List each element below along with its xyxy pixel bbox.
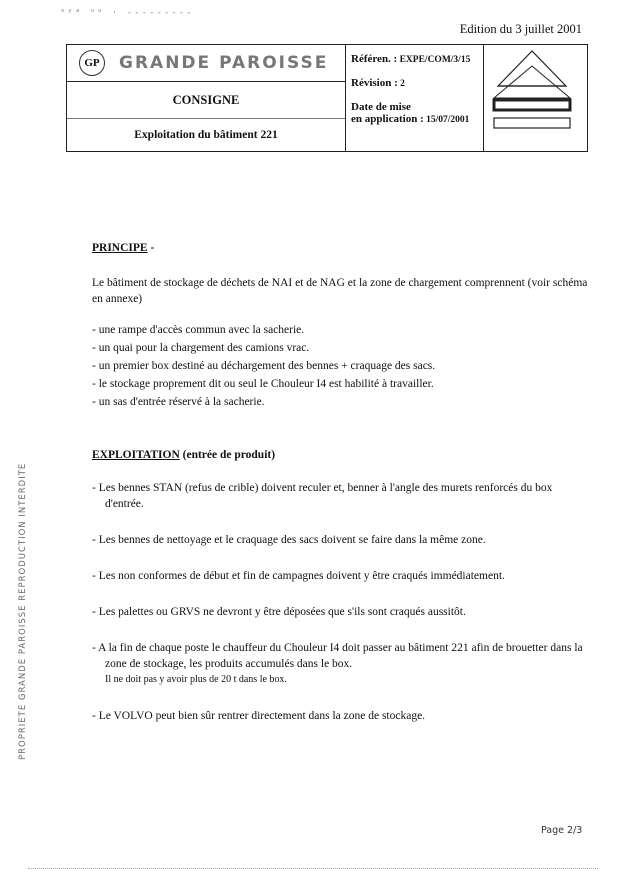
list-item: - une rampe d'accès commun avec la sacherie. <box>92 324 305 336</box>
revision-label: Révision : <box>351 77 398 89</box>
company-logo-icon: GP <box>79 50 105 76</box>
date-label-1: Date de mise <box>351 101 411 113</box>
list-item: - A la fin de chaque poste le chauffeur du Chouleur I4 doit passer au bâtiment 221 afin de brouetter dans la zone de stockage, les produits accumulés dans le box. <box>92 642 583 670</box>
sidebar-stamp: PROPRIETE GRANDE PAROISSE REPRODUCTION INTERDITE <box>18 462 28 760</box>
list-item: - un sas d'entrée réservé à la sacherie. <box>92 396 265 408</box>
reference-label: Référen. : <box>351 53 398 65</box>
document-header <box>66 44 588 152</box>
exploitation-title-text: EXPLOITATION <box>92 449 180 461</box>
header-left <box>67 45 346 151</box>
document-body <box>92 240 590 724</box>
principe-list <box>92 322 590 410</box>
company-name: GRANDE PAROISSE <box>119 53 329 73</box>
date-label-2: en application : <box>351 113 424 125</box>
list-item: - Les palettes ou GRVS ne devront y être déposées que s'ils sont craqués aussitôt. <box>92 606 466 618</box>
company-row <box>67 45 345 82</box>
principe-title-text: PRINCIPE <box>92 242 148 254</box>
list-item: - le stockage proprement dit ou seul le Chouleur I4 est habilité à travailler. <box>92 378 434 390</box>
revision-value: 2 <box>400 79 405 89</box>
edition-date: Edition du 3 juillet 2001 <box>459 22 582 36</box>
date-row <box>351 101 483 125</box>
pyramid-icon <box>490 48 580 148</box>
header-meta <box>346 45 484 151</box>
list-item: - Les bennes de nettoyage et le craquage des sacs doivent se faire dans la même zone. <box>92 534 486 546</box>
page-number: Page 2/3 <box>541 825 583 836</box>
reference-row <box>351 53 483 65</box>
exploitation-title-suffix: (entrée de produit) <box>179 449 276 461</box>
header-pyramid <box>484 45 587 151</box>
principe-title-suffix: - <box>147 242 155 254</box>
exploitation-title <box>92 447 590 463</box>
exploitation-list <box>92 480 590 724</box>
revision-row <box>351 77 483 89</box>
box-limit-note: Il ne doit pas y avoir plus de 20 t dans le box. <box>105 674 287 685</box>
doc-type: CONSIGNE <box>172 92 240 107</box>
principe-intro: Le bâtiment de stockage de déchets de NAI et de NAG et la zone de chargement comprennent (voir schéma en annexe) <box>92 277 588 305</box>
doc-subject: Exploitation du bâtiment 221 <box>67 118 345 151</box>
list-item: - Le VOLVO peut bien sûr rentrer directement dans la zone de stockage. <box>92 710 426 722</box>
list-item: - Les non conformes de début et fin de campagnes doivent y être craqués immédiatement. <box>92 570 505 582</box>
list-item: - un premier box destiné au déchargement des bennes + craquage des sacs. <box>92 360 436 372</box>
scan-marks: ᵉʸᵃ ᵘᵘ · ‐‐‐‐‐‐‐‐‐ <box>60 8 194 18</box>
bottom-divider <box>28 868 598 869</box>
list-item: - un quai pour la chargement des camions vrac. <box>92 342 310 354</box>
principe-title <box>92 240 590 256</box>
reference-value: EXPE/COM/3/15 <box>399 55 471 65</box>
list-item: - Les bennes STAN (refus de crible) doivent reculer et, benner à l'angle des murets renforcés du box d'entrée. <box>92 482 553 510</box>
date-value: 15/07/2001 <box>426 115 470 125</box>
